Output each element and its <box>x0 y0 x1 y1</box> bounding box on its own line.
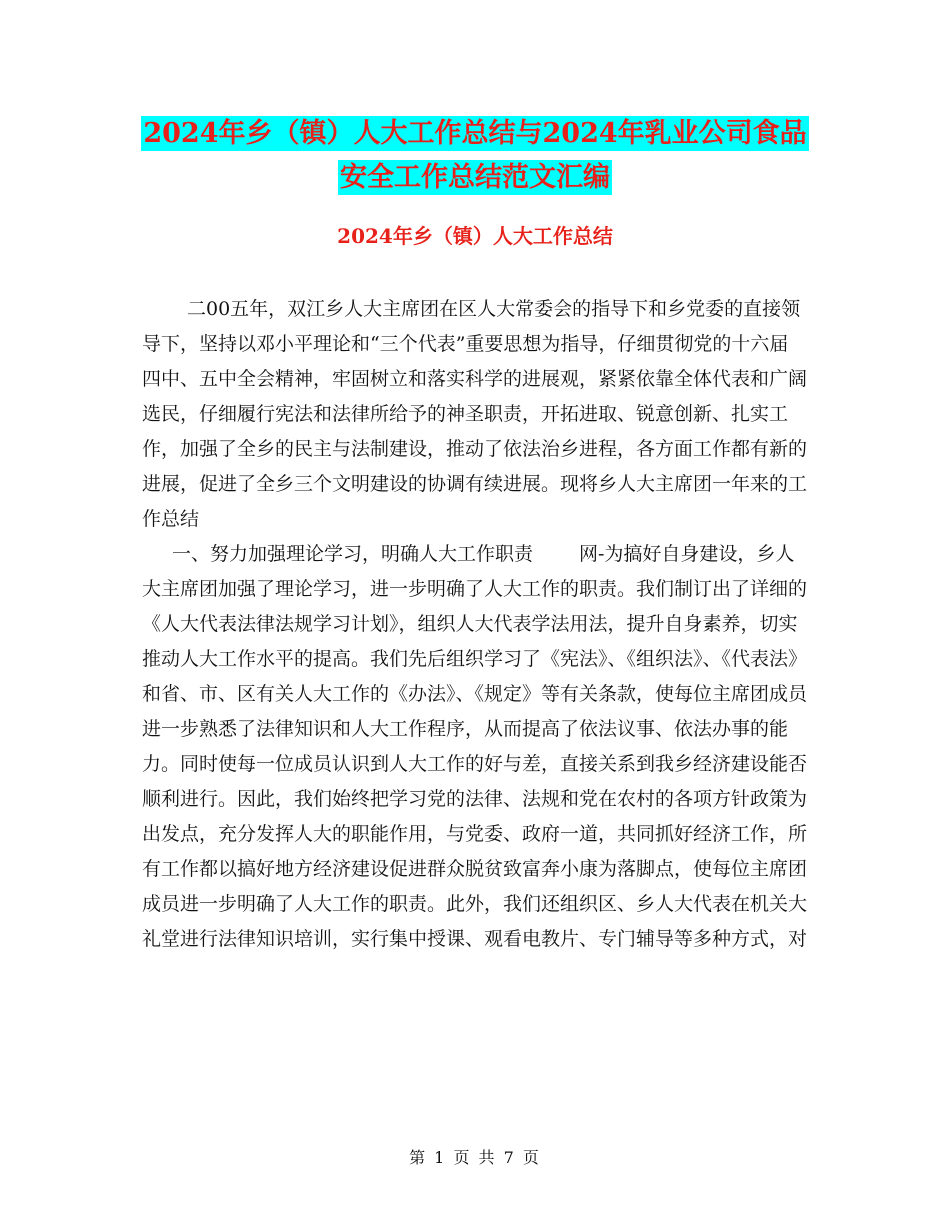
document-title-line-1: 2024年乡（镇）人大工作总结与2024年乳业公司食品 <box>143 118 807 149</box>
page-footer: 第 1 页 共 7 页 <box>409 1148 541 1167</box>
paragraph-section-one <box>142 537 807 957</box>
document-title-line-2: 安全工作总结范文汇编 <box>340 162 610 193</box>
paragraph-heading: 一、努力加强理论学习，明确人大工作职责 <box>172 543 534 565</box>
document-title <box>0 112 950 200</box>
section-title: 2024年乡（镇）人大工作总结 <box>337 224 613 248</box>
paragraph-intro: 二00五年，双江乡人大主席团在区人大常委会的指导下和乡党委的直接领导下，坚持以邓小平理论和“三个代表”重要思想为指导，仔细贯彻党的十六届四中、五中全会精神，牢固树立和落实科学的进展观，紧紧依靠全体代表和广阔选民，仔细履行宪法和法律所给予的神圣职责，开拓进取、锐意创新、扎实工作，加强了全乡的民主与法制建设，推动了依法治乡进程，各方面工作都有新的进展，促进了全乡三个文明建设的协调有续进展。现将乡人大主席团一年来的工作总结 <box>142 298 808 530</box>
paragraph-body: 网-为搞好自身建设，乡人大主席团加强了理论学习，进一步明确了人大工作的职责。我们制订出了详细的《人大代表法律法规学习计划》，组织人大代表学法用法，提升自身素养，切实推动人大工作水平的提高。我们先后组织学习了《宪法》、《组织法》、《代表法》和省、市、区有关人大工作的《办法》、《规定》等有关条款，使每位主席团成员进一步熟悉了法律知识和人大工作程序，从而提高了依法议事、依法办事的能力。同时使每一位成员认识到人大工作的好与差，直接关系到我乡经济建设能否顺利进行。因此，我们始终把学习党的法律、法规和党在农村的各项方针政策为出发点，充分发挥人大的职能作用，与党委、政府一道，共同抓好经济工作，所有工作都以搞好地方经济建设促进群众脱贫致富奔小康为落脚点，使每位主席团成员进一步明确了人大工作的职责。此外，我们还组织区、乡人大代表在机关大礼堂进行法律知识培训，实行集中授课、观看电教片、专门辅导等多种方式，对 <box>142 543 808 950</box>
document-body <box>142 292 807 957</box>
